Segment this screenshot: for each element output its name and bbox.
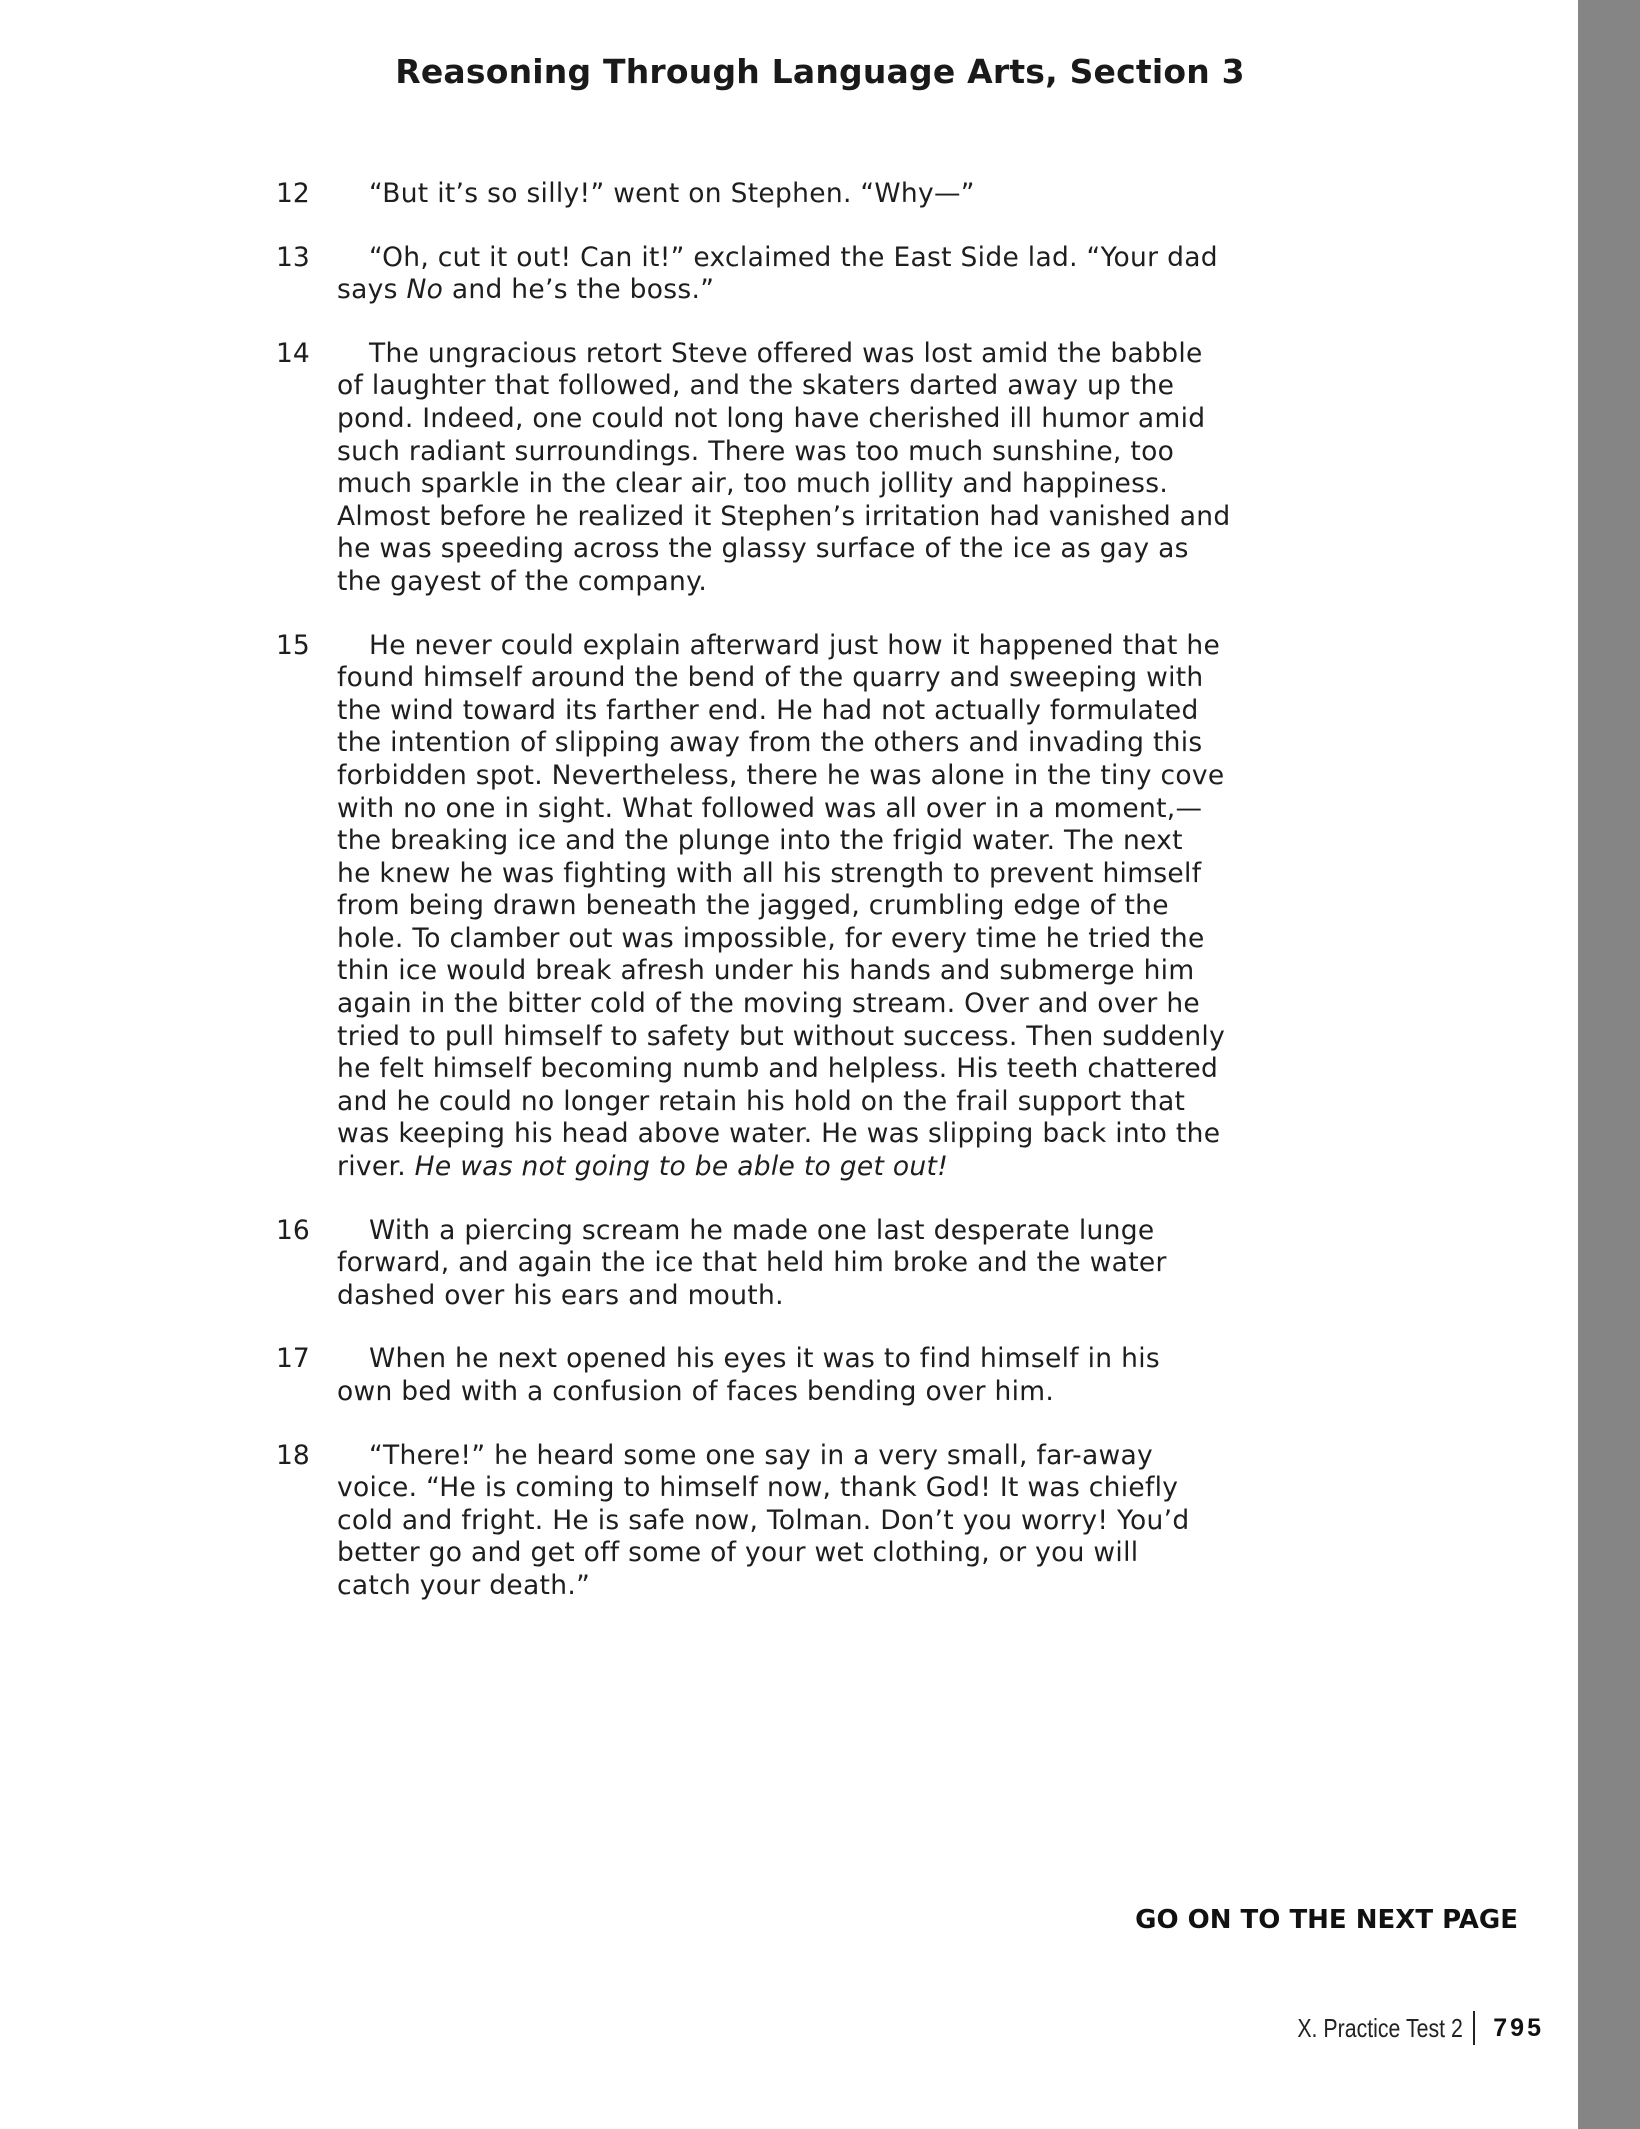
passage: [0, 178, 1560, 1634]
italic-text: No: [406, 274, 444, 306]
paragraph-number: 13: [276, 241, 310, 273]
paragraph-number: 16: [276, 1214, 310, 1246]
text-line: the gayest of the company.: [337, 565, 708, 597]
text-line: Almost before he realized it Stephen’s irritation had vanished and: [337, 500, 1231, 532]
text-line: the breaking ice and the plunge into the frigid water. The next: [337, 825, 1183, 857]
text-line: much sparkle in the clear air, too much jollity and happiness.: [337, 468, 1169, 500]
text-line: “But it’s so silly!” went on Stephen. “Why—”: [369, 178, 975, 209]
text-segment: river.: [337, 1151, 415, 1183]
text-line: He never could explain afterward just how it happened that he: [369, 629, 1221, 661]
text-line: dashed over his ears and mouth.: [337, 1279, 784, 1311]
page-footer: [1261, 2010, 1544, 2046]
text-line: was keeping his head above water. He was slipping back into the: [337, 1118, 1221, 1150]
text-line: thin ice would break afresh under his hands and submerge him: [337, 955, 1195, 987]
italic-text: He was not going to be able to get out!: [414, 1151, 949, 1183]
text-line: with no one in sight. What followed was all over in a moment,—: [337, 792, 1203, 824]
text-line: pond. Indeed, one could not long have cherished ill humor amid: [337, 402, 1206, 434]
text-line: and he could no longer retain his hold on the frail support that: [337, 1085, 1186, 1117]
text-line: When he next opened his eyes it was to find himself in his: [369, 1343, 1160, 1375]
text-line: [0, 274, 1560, 307]
page-number: 795: [1493, 2013, 1544, 2042]
text-line: “Oh, cut it out! Can it!” exclaimed the East Side lad. “Your dad: [369, 241, 1218, 273]
text-line: he was speeding across the glassy surface of the ice as gay as: [337, 533, 1189, 565]
text-line: [0, 1151, 1560, 1184]
text-line: tried to pull himself to safety but without success. Then suddenly: [337, 1020, 1226, 1052]
footer-divider: [1473, 2011, 1475, 2045]
page-edge-tab: [1578, 0, 1640, 2129]
text-line: forbidden spot. Nevertheless, there he was alone in the tiny cove: [337, 759, 1225, 791]
paragraph: [0, 338, 1560, 599]
paragraph: [0, 1215, 1560, 1313]
paragraph: [0, 242, 1560, 307]
page-title: Reasoning Through Language Arts, Section 3: [395, 52, 1245, 91]
text-line: the intention of slipping away from the others and invading this: [337, 727, 1203, 759]
paragraph-number: 17: [276, 1343, 310, 1375]
text-line: own bed with a confusion of faces bending over him.: [337, 1376, 1055, 1407]
text-line: catch your death.”: [337, 1569, 591, 1601]
paragraph-number: 12: [276, 178, 310, 209]
text-line: voice. “He is coming to himself now, thank God! It was chiefly: [337, 1472, 1179, 1504]
text-line: With a piercing scream he made one last desperate lunge: [369, 1214, 1155, 1246]
text-segment: and he’s the boss.”: [443, 274, 715, 306]
paragraph: [0, 1440, 1560, 1603]
paragraph-number: 15: [276, 629, 310, 661]
text-line: cold and fright. He is safe now, Tolman. Don’t you worry! You’d: [337, 1504, 1190, 1536]
text-line: from being drawn beneath the jagged, crumbling edge of the: [337, 890, 1169, 922]
go-on-notice: GO ON TO THE NEXT PAGE: [1135, 1905, 1518, 1935]
text-line: hole. To clamber out was impossible, for every time he tried the: [337, 922, 1205, 954]
paragraph-number: 14: [276, 337, 310, 369]
text-line: found himself around the bend of the quarry and sweeping with: [337, 662, 1204, 694]
text-line: the wind toward its farther end. He had not actually formulated: [337, 694, 1199, 726]
paragraph: [0, 1343, 1560, 1408]
text-line: such radiant surroundings. There was too much sunshine, too: [337, 435, 1175, 467]
text-segment: says: [337, 274, 407, 306]
footer-section: X. Practice Test 2: [1297, 2012, 1464, 2043]
paragraph-number: 18: [276, 1439, 310, 1471]
paragraph: [0, 630, 1560, 1184]
text-line: better go and get off some of your wet clothing, or you will: [337, 1537, 1139, 1569]
text-line: of laughter that followed, and the skaters darted away up the: [337, 370, 1175, 402]
text-line: again in the bitter cold of the moving stream. Over and over he: [337, 988, 1201, 1020]
paragraph: [0, 178, 1560, 211]
text-line: he felt himself becoming numb and helpless. His teeth chattered: [337, 1053, 1219, 1085]
text-line: The ungracious retort Steve offered was lost amid the babble: [369, 337, 1203, 369]
text-line: he knew he was fighting with all his strength to prevent himself: [337, 857, 1202, 889]
text-line: forward, and again the ice that held him broke and the water: [337, 1247, 1167, 1279]
text-line: “There!” he heard some one say in a very small, far-away: [369, 1439, 1154, 1471]
